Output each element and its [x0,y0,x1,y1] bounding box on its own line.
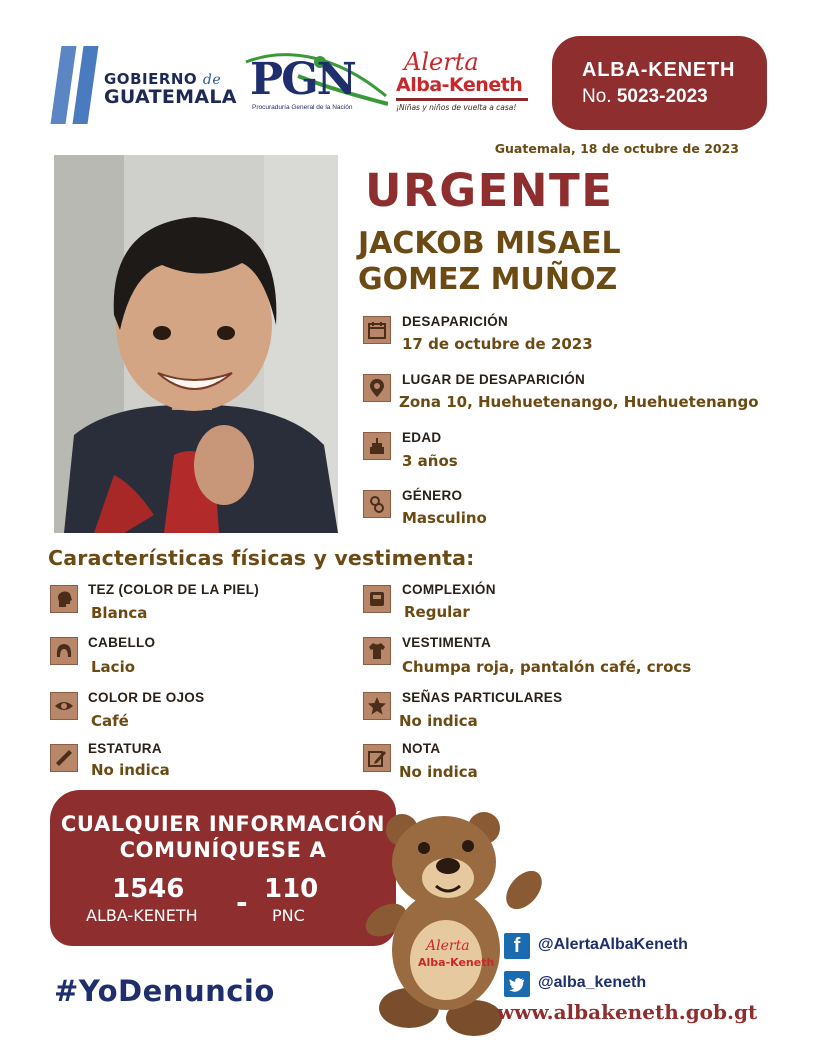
contact-separator: - [236,886,248,919]
detail-value: 3 años [402,452,458,470]
trait-label: VESTIMENTA [402,635,492,650]
hotline-number-alba-keneth[interactable]: 1546 [112,874,185,904]
alerta-alba-keneth-logo [396,48,536,120]
trait-value: Chumpa roja, pantalón café, crocs [402,658,692,676]
detail-label: EDAD [402,430,442,445]
calendar-icon [363,316,391,344]
cake-icon [363,432,391,460]
detail-value: Zona 10, Huehuetenango, Huehuetenango [399,393,759,411]
trait-label: SEÑAS PARTICULARES [402,690,563,705]
logo-rule [396,98,528,101]
location-pin-icon [363,374,391,402]
case-number-badge [552,36,767,130]
detail-value: Masculino [402,509,487,527]
trait-value: Café [91,712,129,730]
detail-value: 17 de octubre de 2023 [402,335,593,353]
website-link[interactable]: www.albakeneth.gob.gt [497,1000,758,1024]
characteristics-heading: Características físicas y vestimenta: [48,546,475,570]
trait-label: ESTATURA [88,741,162,756]
hair-icon [50,637,78,665]
detail-label: DESAPARICIÓN [402,314,509,329]
head-profile-icon [50,585,78,613]
trait-value: No indica [399,763,478,781]
gobierno-guatemala-logo [52,46,237,126]
alerta-word: Alerta [404,48,479,76]
pgn-subtitle: Procuraduría General de la Nación [252,104,353,111]
missing-name-line1: JACKOB MISAEL [358,226,621,261]
note-edit-icon [363,744,391,772]
issue-date: Guatemala, 18 de octubre de 2023 [494,141,739,156]
shirt-icon [363,637,391,665]
hashtag: #YoDenuncio [54,974,275,1008]
detail-label: LUGAR DE DESAPARICIÓN [402,372,586,387]
eye-icon [50,692,78,720]
scale-icon [363,585,391,613]
pgn-mark: PGN [250,54,355,105]
facebook-icon[interactable]: f [504,933,530,959]
trait-value: Regular [404,603,470,621]
twitter-handle[interactable]: @alba_keneth [538,974,647,991]
logo-bar [51,46,77,124]
contact-heading-line2: COMUNÍQUESE A [119,838,327,862]
bear-badge-line2: Alba-Keneth [418,956,495,969]
logo-bar [73,46,99,124]
trait-value: Blanca [91,604,148,622]
contact-box [50,790,396,946]
contact-heading-line1: CUALQUIER INFORMACIÓN [60,812,386,836]
gob-line1: GOBIERNO de [104,70,222,88]
trait-label: NOTA [402,741,441,756]
hotline-label-alba-keneth: ALBA-KENETH [86,906,198,925]
trait-value: No indica [91,761,170,779]
hotline-label-pnc: PNC [272,906,305,925]
bear-badge-line1: Alerta [426,938,470,954]
case-number: No. 5023-2023 [582,86,708,107]
trait-label: CABELLO [88,635,156,650]
alba-keneth-word: Alba-Keneth [396,74,523,96]
missing-name-line2: GOMEZ MUÑOZ [358,262,618,297]
trait-value: Lacio [91,658,136,676]
gob-line2: GUATEMALA [104,86,237,108]
hotline-number-pnc[interactable]: 110 [264,874,319,904]
star-icon [363,692,391,720]
trait-value: No indica [399,712,478,730]
alerta-tagline: ¡Niñas y niños de vuelta a casa! [396,103,517,112]
trait-label: COLOR DE OJOS [88,690,205,705]
facebook-handle[interactable]: @AlertaAlbaKeneth [538,936,688,953]
urgent-heading: URGENTE [365,164,614,217]
twitter-icon[interactable] [504,971,530,997]
case-title: ALBA-KENETH [582,59,736,81]
detail-label: GÉNERO [402,488,463,503]
missing-child-photo [54,155,338,533]
gender-icon [363,490,391,518]
trait-label: TEZ (COLOR DE LA PIEL) [88,582,260,597]
trait-label: COMPLEXIÓN [402,582,496,597]
ruler-icon [50,744,78,772]
pgn-logo [238,46,388,122]
